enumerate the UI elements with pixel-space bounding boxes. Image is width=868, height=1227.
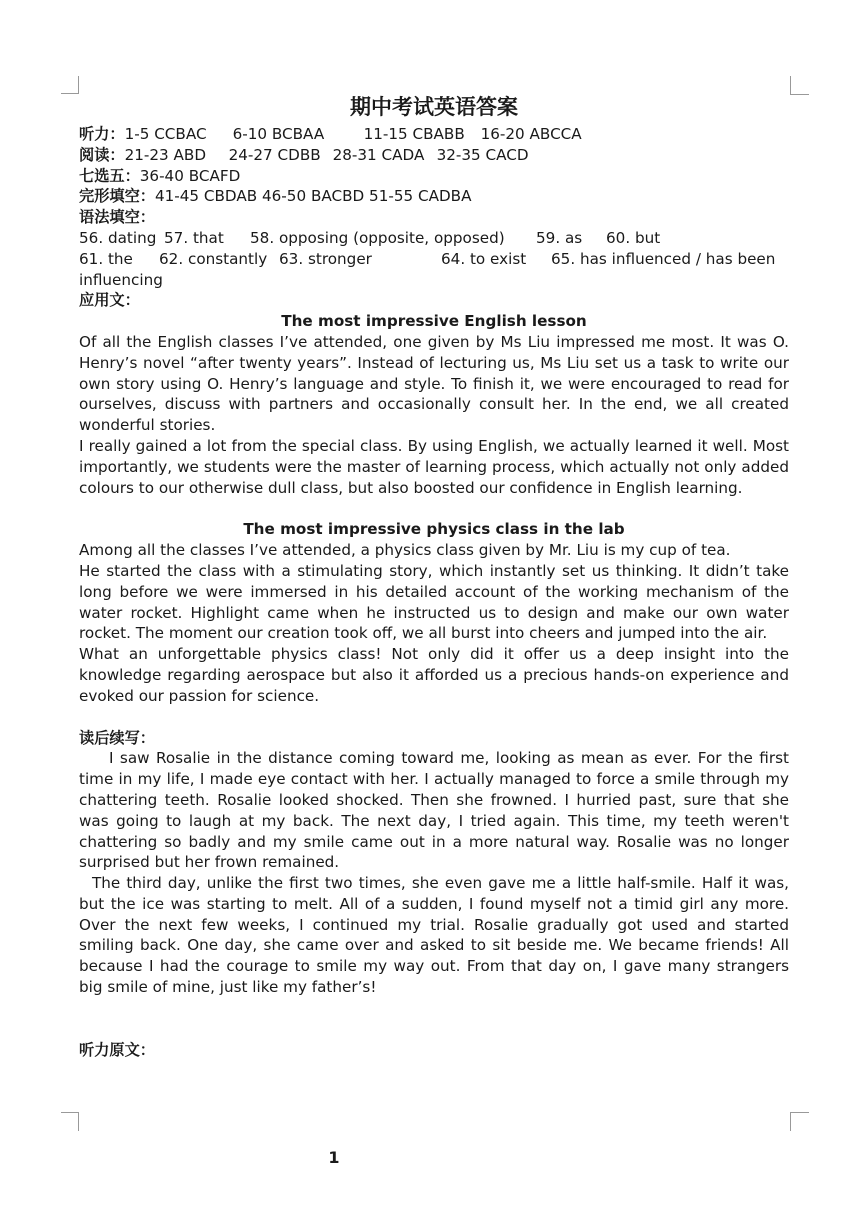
- grammar-answer: 57. that: [164, 228, 224, 247]
- continuation-heading: [79, 728, 789, 749]
- answer-group: 11-15 CBABB: [363, 125, 465, 143]
- continuation-paragraph-1: I saw Rosalie in the distance coming toward me, looking as mean as ever. For the first time in my life, I made eye contact with her. I actually managed to force a smile through my chattering teeth. Rosalie looked shocked. Then she frowned. I hurried past, sure that she was going to laugh at my back. The next day, I tried again. This time, my teeth weren't chattering so badly and my smile came out in a more natural way. Rosalie was no longer surprised but her frown remained.: [79, 749, 789, 872]
- spacer: [79, 707, 789, 728]
- reading-answers: [79, 145, 789, 166]
- transcript-heading: [79, 1040, 789, 1061]
- essay-1-title: The most impressive English lesson: [281, 312, 587, 331]
- crop-mark-top-right: [790, 76, 809, 95]
- answer-group: 1-5 CCBAC: [124, 125, 207, 143]
- grammar-answers-row-3: [79, 270, 789, 291]
- answer-group: 36-40 BCAFD: [139, 166, 241, 185]
- writing-heading: [79, 290, 789, 311]
- grammar-answer: 61. the: [79, 249, 133, 268]
- grammar-answer: 58. opposing (opposite, opposed): [250, 228, 505, 247]
- page-number: 1: [328, 1148, 340, 1167]
- transcript-label: 听力原文：: [79, 1040, 155, 1059]
- grammar-answers-row-1: [79, 228, 789, 249]
- reading-label: 阅读：: [79, 145, 125, 164]
- answer-group: 28-31 CADA: [332, 145, 425, 164]
- grammar-label: 语法填空：: [79, 208, 155, 227]
- answer-group: 24-27 CDBB: [228, 145, 321, 164]
- grammar-heading: [79, 207, 789, 228]
- listening-label: 听力：: [79, 125, 125, 143]
- grammar-answer: 56. dating: [79, 228, 157, 247]
- listening-answers: [79, 124, 789, 145]
- essay-1-paragraph-2: I really gained a lot from the special class. By using English, we actually learned it well. Most importantly, we students were the master of learning process, which actually not only added colours to our otherwise dull class, but also boosted our confidence in English learning.: [79, 436, 789, 497]
- answer-group: 21-23 ABD: [124, 145, 207, 164]
- grammar-answer: 65. has influenced / has been: [551, 249, 776, 268]
- cloze-label: 完形填空：: [79, 187, 155, 206]
- document-body: [79, 92, 789, 1061]
- essay-1-paragraph-1: Of all the English classes I’ve attended, one given by Ms Liu impressed me most. It was O. Henry’s novel “after twenty years”. Instead of lecturing us, Ms Liu set us a task to write our own story using O. Henry’s language and style. To finish it, we were encouraged to read for ourselves, discuss with partners and occasionally consult her. In the end, we all created wonderful stories.: [79, 332, 789, 435]
- crop-mark-bottom-left: [61, 1112, 79, 1131]
- spacer: [79, 498, 789, 519]
- essay-2-title: The most impressive physics class in the lab: [243, 520, 625, 539]
- writing-label: 应用文：: [79, 291, 140, 310]
- spacer: [79, 1019, 789, 1040]
- continuation-label: 读后续写：: [79, 728, 155, 747]
- grammar-answer: 62. constantly: [159, 249, 268, 268]
- essay-2-paragraph-2: He started the class with a stimulating story, which instantly set us thinking. It didn’t take long before we were immersed in his detailed account of the working mechanism of the water rocket. Highlight came when he instructed us to design and make our own water rocket. The moment our creation took off, we all burst into cheers and jumped into the air.: [79, 561, 789, 643]
- answer-group: 41-45 CBDAB 46-50 BACBD 51-55 CADBA: [154, 187, 472, 206]
- grammar-answer: 64. to exist: [441, 249, 527, 268]
- answer-group: 16-20 ABCCA: [480, 125, 582, 143]
- grammar-answer: 63. stronger: [279, 249, 372, 268]
- answer-group: 6-10 BCBAA: [232, 125, 325, 143]
- grammar-answer: 60. but: [606, 228, 661, 247]
- cloze-answers: [79, 186, 789, 207]
- grammar-answers-row-2: [79, 249, 789, 270]
- essay-2-paragraph-1: Among all the classes I’ve attended, a physics class given by Mr. Liu is my cup of tea.: [79, 541, 731, 560]
- grammar-answer: influencing: [79, 270, 163, 289]
- seven-label: 七选五：: [79, 166, 140, 185]
- continuation-paragraph-2: The third day, unlike the first two times, she even gave me a little half-smile. Half it was, but the ice was starting to melt. All of a sudden, I found myself not a timid girl any more. Over the next few weeks, I continued my trial. Rosalie gradually got used and started smiling back. One day, she came over and asked to sit beside me. We became friends! All because I had the courage to smile my way out. From that day on, I gave many strangers big smile of mine, just like my father’s!: [79, 874, 789, 997]
- crop-mark-bottom-right: [790, 1112, 809, 1131]
- grammar-answer: 59. as: [536, 228, 583, 247]
- answer-group: 32-35 CACD: [436, 145, 529, 164]
- essay-2-paragraph-3: What an unforgettable physics class! Not only did it offer us a deep insight into the knowledge regarding aerospace but also it afforded us a precious hands-on experience and evoked our passion for science.: [79, 645, 789, 705]
- seven-choose-five-answers: [79, 166, 789, 187]
- spacer: [79, 998, 789, 1019]
- page-title: 期中考试英语答案: [350, 95, 518, 119]
- crop-mark-top-left: [61, 76, 79, 94]
